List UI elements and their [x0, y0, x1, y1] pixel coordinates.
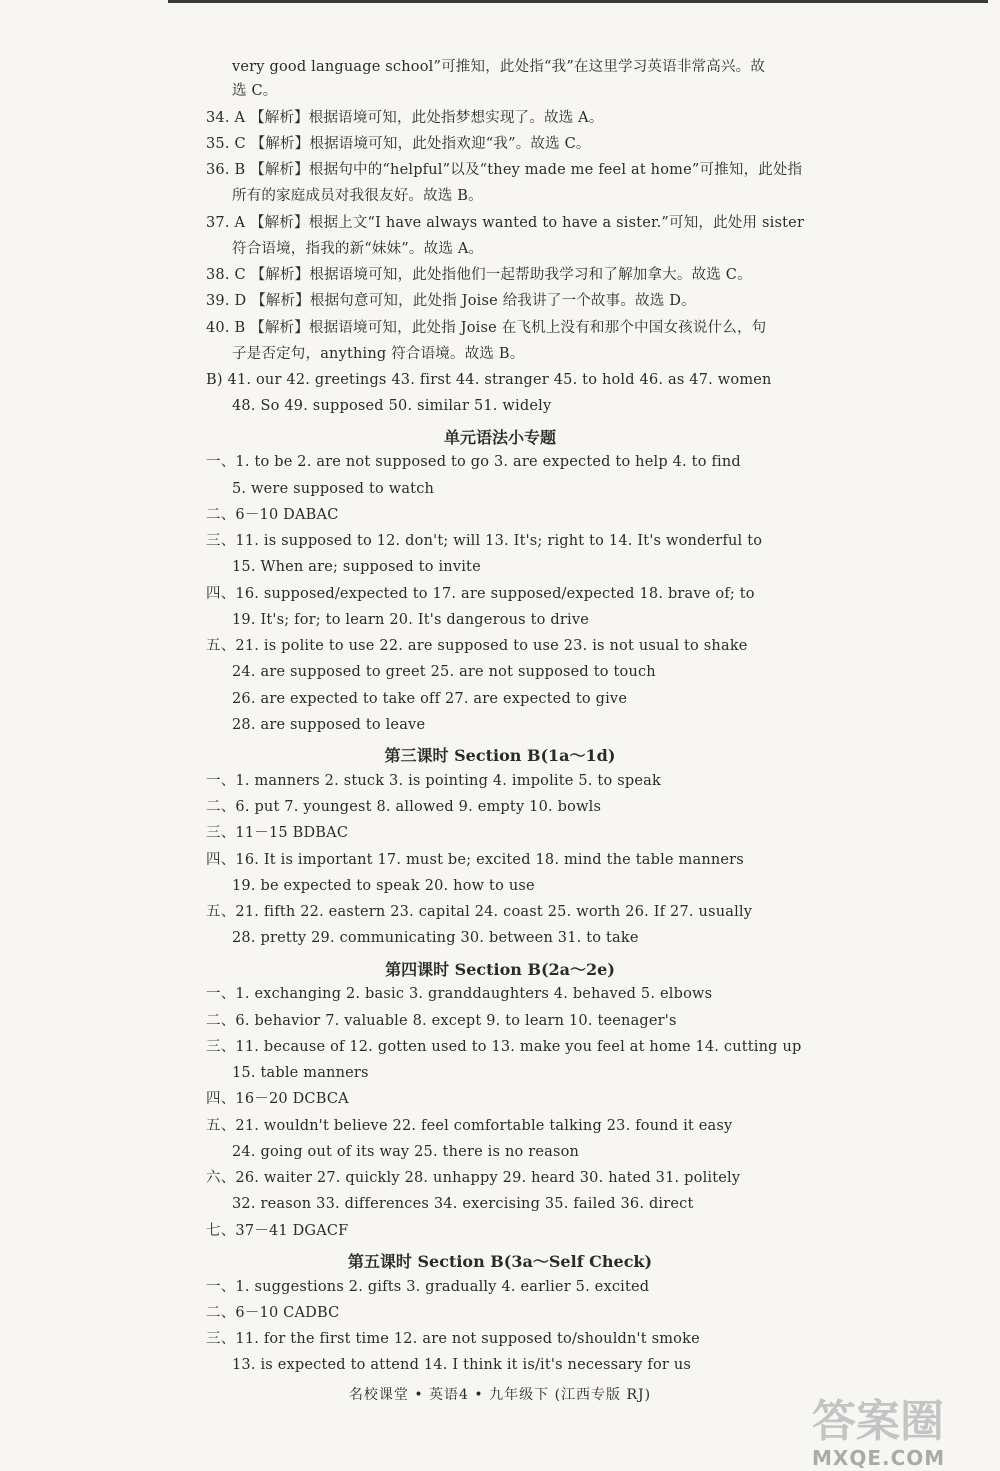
answer-line: 二、6. behavior 7. valuable 8. except 9. to learn 10. teenager's [206, 1013, 677, 1029]
watermark-url: MXQE.COM [812, 1446, 946, 1470]
answer-line: very good language school”可推知，此处指“我”在这里学习英语非常高兴。故 [232, 59, 766, 75]
answer-line: 26. are expected to take off 27. are expected to give [232, 691, 628, 707]
answer-line: 15. table manners [232, 1065, 369, 1081]
answer-line: 19. be expected to speak 20. how to use [232, 878, 535, 894]
section-heading: 第三课时 Section B(1a～1d) [384, 746, 616, 765]
answer-line: 48. So 49. supposed 50. similar 51. widely [232, 398, 552, 414]
answer-line: 24. are supposed to greet 25. are not supposed to touch [232, 664, 656, 680]
answer-line: 5. were supposed to watch [232, 481, 435, 497]
answer-line: 五、21. is polite to use 22. are supposed to use 23. is not usual to shake [206, 638, 748, 654]
answer-line: 三、11. is supposed to 12. don't; will 13. It's; right to 14. It's wonderful to [206, 533, 763, 549]
watermark-logo: 答案圈 [812, 1396, 944, 1447]
answer-line: 40. B 【解析】根据语境可知，此处指 Joise 在飞机上没有和那个中国女孩说什么，句 [206, 320, 767, 336]
section-heading: 第四课时 Section B(2a～2e) [385, 960, 615, 979]
answer-line: 32. reason 33. differences 34. exercising 35. failed 36. direct [232, 1196, 694, 1212]
answer-line: 三、11. for the first time 12. are not supposed to/shouldn't smoke [206, 1331, 700, 1347]
answer-line: 37. A 【解析】根据上文“I have always wanted to have a sister.”可知，此处用 sister [206, 215, 805, 231]
answer-line: 34. A 【解析】根据语境可知，此处指梦想实现了。故选 A。 [206, 110, 604, 126]
answer-line: 13. is expected to attend 14. I think it is/it's necessary for us [232, 1357, 692, 1373]
answer-line: 所有的家庭成员对我很友好。故选 B。 [232, 188, 483, 204]
answer-line: 四、16. It is important 17. must be; excited 18. mind the table manners [206, 852, 744, 868]
answer-line: 15. When are; supposed to invite [232, 559, 481, 575]
answer-line: 28. are supposed to leave [232, 717, 426, 733]
answer-line: 二、6－10 DABAC [206, 507, 339, 523]
answer-line: 28. pretty 29. communicating 30. between 31. to take [232, 930, 639, 946]
answer-line: 二、6－10 CADBC [206, 1305, 340, 1321]
answer-line: 六、26. waiter 27. quickly 28. unhappy 29. heard 30. hated 31. politely [206, 1170, 741, 1186]
answer-line: 二、6. put 7. youngest 8. allowed 9. empty 10. bowls [206, 799, 602, 815]
answer-line: 一、1. to be 2. are not supposed to go 3. are expected to help 4. to find [206, 454, 741, 470]
answer-line: 四、16. supposed/expected to 17. are supposed/expected 18. brave of; to [206, 586, 755, 602]
answer-line: 38. C 【解析】根据语境可知，此处指他们一起帮助我学习和了解加拿大。故选 C。 [206, 267, 752, 283]
page-footer: 名校课堂 • 英语4 • 九年级下 (江西专版 RJ) [348, 1387, 652, 1403]
answer-line: 24. going out of its way 25. there is no reason [232, 1144, 580, 1160]
section-heading: 第五课时 Section B(3a～Self Check) [347, 1252, 653, 1271]
answer-line: 三、11－15 BDBAC [206, 825, 349, 841]
answer-line: 四、16－20 DCBCA [206, 1091, 349, 1107]
answer-line: 36. B 【解析】根据句中的“helpful”以及“they made me feel at home”可推知，此处指 [206, 162, 803, 178]
answer-line: 一、1. suggestions 2. gifts 3. gradually 4. earlier 5. excited [206, 1279, 650, 1295]
answer-line: 19. It's; for; to learn 20. It's dangerous to drive [232, 612, 590, 628]
answer-line: 39. D 【解析】根据句意可知，此处指 Joise 给我讲了一个故事。故选 D。 [206, 293, 696, 309]
top-rule [168, 0, 988, 3]
answer-line: 选 C。 [232, 83, 278, 99]
answer-line: 子是否定句，anything 符合语境。故选 B。 [232, 346, 525, 362]
answer-line: 五、21. fifth 22. eastern 23. capital 24. coast 25. worth 26. If 27. usually [206, 904, 753, 920]
section-heading: 单元语法小专题 [443, 428, 556, 447]
answer-line: 五、21. wouldn't believe 22. feel comfortable talking 23. found it easy [206, 1118, 733, 1134]
answer-line: 一、1. manners 2. stuck 3. is pointing 4. impolite 5. to speak [206, 773, 661, 789]
answer-line: 一、1. exchanging 2. basic 3. granddaughters 4. behaved 5. elbows [206, 986, 713, 1002]
answer-line: 35. C 【解析】根据语境可知，此处指欢迎“我”。故选 C。 [206, 136, 591, 152]
answer-line: 七、37－41 DGACF [206, 1223, 349, 1239]
answer-line: 符合语境，指我的新“妹妹”。故选 A。 [232, 241, 484, 257]
answer-line: B) 41. our 42. greetings 43. first 44. stranger 45. to hold 46. as 47. women [206, 372, 772, 388]
answer-line: 三、11. because of 12. gotten used to 13. make you feel at home 14. cutting up [206, 1039, 802, 1055]
watermark [812, 1398, 988, 1468]
